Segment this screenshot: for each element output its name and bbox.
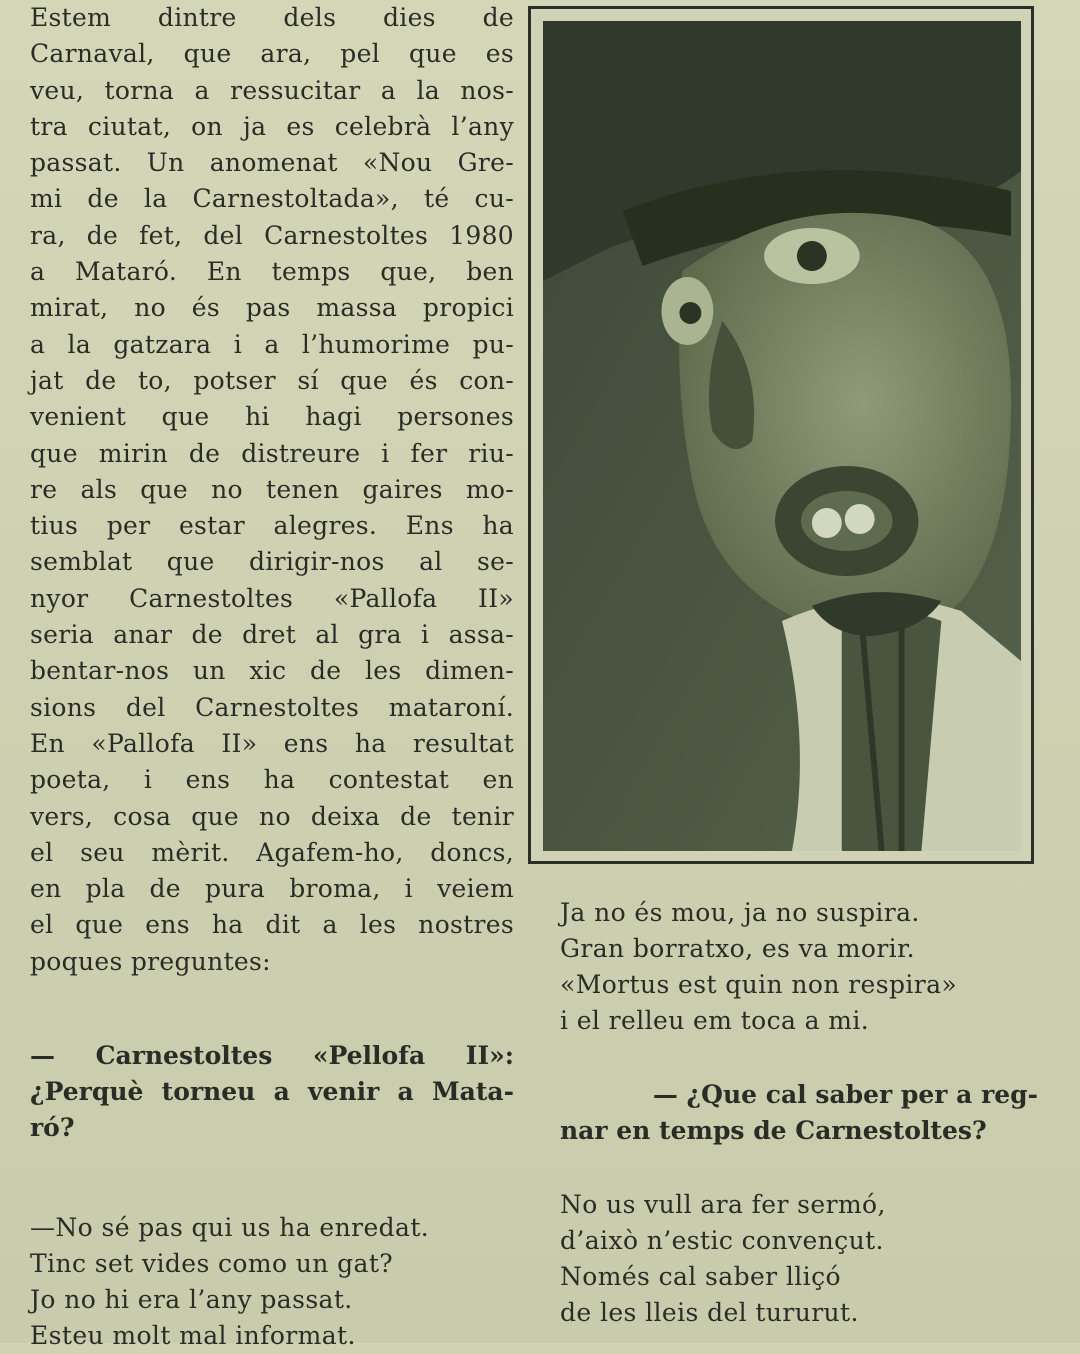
intro-line: a Mataró. En temps que, ben <box>30 257 514 287</box>
intro-line: veu, torna a ressucitar a la nos- <box>30 75 514 105</box>
intro-line: sions del Carnestoltes mataroní. <box>30 692 514 722</box>
right-column <box>560 895 1038 1331</box>
question-line: ró? <box>30 1113 75 1143</box>
left-column <box>30 0 514 1354</box>
intro-line: venient que hi hagi persones <box>30 402 514 432</box>
intro-line: ra, de fet, del Carnestoltes 1980 <box>30 220 514 250</box>
verse-line: Esteu molt mal informat. <box>30 1321 356 1351</box>
intro-line: tius per estar alegres. Ens ha <box>30 511 514 541</box>
verse-line: No us vull ara fer sermó, <box>560 1190 886 1219</box>
question-line: — Carnestoltes «Pellofa II»: <box>30 1041 514 1071</box>
verse-line: d’això n’estic convençut. <box>560 1226 884 1255</box>
intro-line: tra ciutat, on ja es celebrà l’any <box>30 111 514 141</box>
photo-frame <box>528 6 1034 864</box>
intro-line: Estem dintre dels dies de <box>30 3 514 32</box>
verse-line: «Mortus est quin non respira» <box>560 970 958 999</box>
intro-line: jat de to, potser sí que és con- <box>30 365 514 395</box>
carnival-mask-photo <box>543 21 1021 851</box>
intro-paragraph <box>30 0 514 980</box>
intro-line: bentar-nos un xic de les dimen- <box>30 656 514 686</box>
intro-line: passat. Un anomenat «Nou Gre- <box>30 148 514 178</box>
intro-line: en pla de pura broma, i veiem <box>30 874 514 904</box>
intro-line: el que ens ha dit a les nostres <box>30 910 514 940</box>
intro-line: mi de la Carnestoltada», té cu- <box>30 184 514 214</box>
intro-line: seria anar de dret al gra i assa- <box>30 620 514 650</box>
question-line: nar en temps de Carnestoltes? <box>560 1116 987 1145</box>
verse-line: Gran borratxo, es va morir. <box>560 934 916 963</box>
verse-2 <box>560 895 1038 1039</box>
intro-line: nyor Carnestoltes «Pallofa II» <box>30 583 514 613</box>
verse-line: Ja no és mou, ja no suspira. <box>560 898 920 927</box>
question-2 <box>560 1077 1038 1149</box>
intro-line: vers, cosa que no deixa de tenir <box>30 801 514 831</box>
intro-line: a la gatzara i a l’humorime pu- <box>30 329 514 359</box>
carnival-mask-image <box>543 21 1021 851</box>
intro-line: mirat, no és pas massa propici <box>30 293 514 323</box>
verse-line: Jo no hi era l’any passat. <box>30 1285 353 1315</box>
question-1 <box>30 1038 514 1146</box>
intro-line: En «Pallofa II» ens ha resultat <box>30 728 514 758</box>
intro-line: que mirin de distreure i fer riu- <box>30 438 514 468</box>
question-line: — ¿Que cal saber per a reg- <box>652 1080 1038 1109</box>
verse-line: Només cal saber lliçó <box>560 1262 841 1291</box>
verse-line: de les lleis del tururut. <box>560 1298 859 1327</box>
answer-1-verse <box>30 1210 514 1354</box>
intro-line: Carnaval, que ara, pel que es <box>30 39 514 69</box>
intro-line: semblat que dirigir-nos al se- <box>30 547 514 577</box>
verse-line: i el relleu em toca a mi. <box>560 1006 870 1035</box>
intro-line: el seu mèrit. Agafem-ho, doncs, <box>30 837 514 867</box>
intro-line: re als que no tenen gaires mo- <box>30 474 514 504</box>
verse-line: Tinc set vides como un gat? <box>30 1249 394 1279</box>
question-line: ¿Perquè torneu a venir a Mata- <box>30 1077 514 1107</box>
intro-line: poques preguntes: <box>30 946 271 976</box>
answer-2-verse <box>560 1187 1038 1331</box>
verse-line: —No sé pas qui us ha enredat. <box>30 1213 430 1243</box>
intro-line: poeta, i ens ha contestat en <box>30 765 514 795</box>
